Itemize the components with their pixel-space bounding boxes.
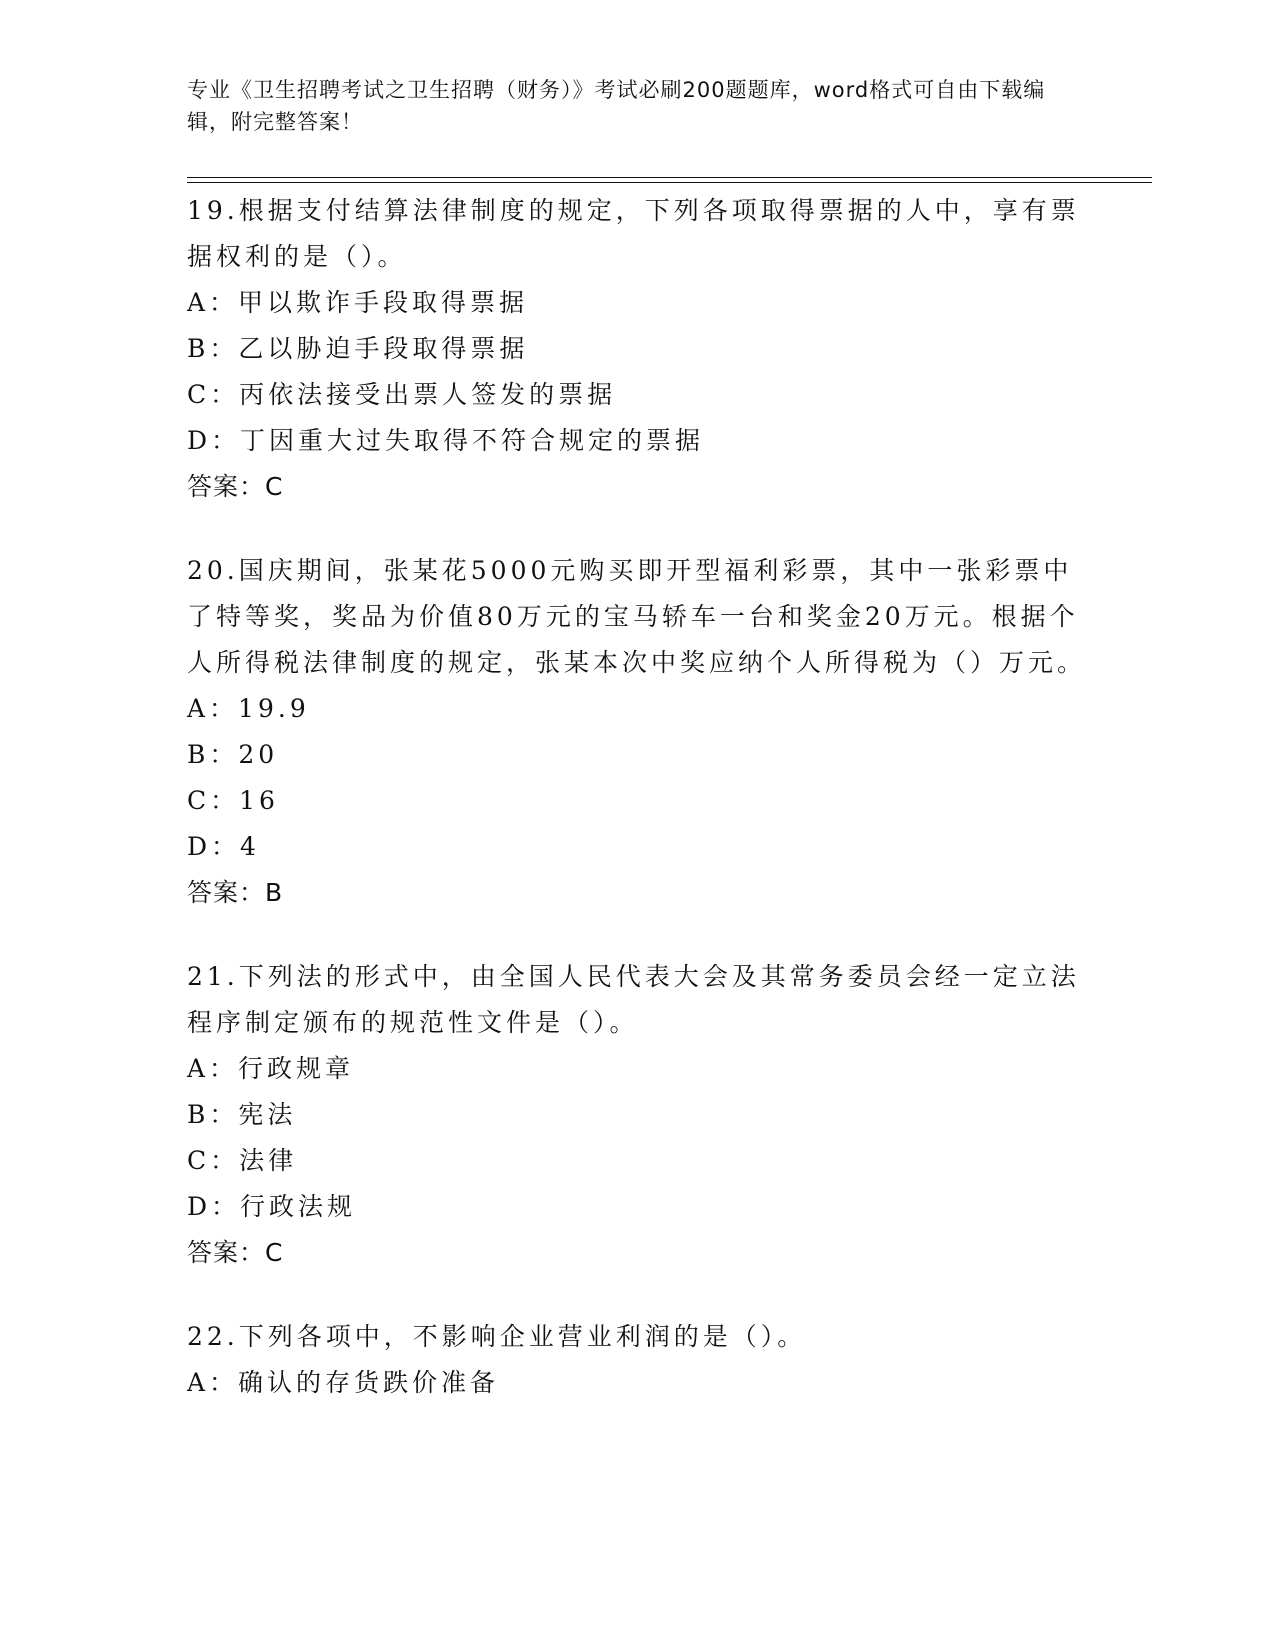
question-21 (187, 954, 1087, 1276)
option-d: D：丁因重大过失取得不符合规定的票据 (187, 426, 705, 455)
question-text: 22.下列各项中，不影响企业营业利润的是（）。 (187, 1322, 807, 1351)
question-20 (187, 548, 1087, 916)
question-text: 20.国庆期间，张某花5000元购买即开型福利彩票，其中一张彩票中了特等奖，奖品为价值80万元的宝马轿车一台和奖金20万元。根据个人所得税法律制度的规定，张某本次中奖应纳个人所得税为（）万元。 (187, 556, 1087, 677)
option-d: D：行政法规 (187, 1192, 357, 1221)
answer-line: 答案：C (187, 1238, 284, 1267)
question-text: 19.根据支付结算法律制度的规定，下列各项取得票据的人中，享有票据权利的是（）。 (187, 196, 1080, 271)
option-b: B：宪法 (187, 1100, 297, 1129)
question-text: 21.下列法的形式中，由全国人民代表大会及其常务委员会经一定立法程序制定颁布的规范性文件是（）。 (187, 962, 1080, 1037)
question-22 (187, 1314, 1087, 1406)
answer-line: 答案：B (187, 878, 284, 907)
option-c: C：丙依法接受出票人签发的票据 (187, 380, 617, 409)
option-c: C：16 (187, 786, 279, 815)
document-header: 专业《卫生招聘考试之卫生招聘（财务）》考试必刷200题题库，word格式可自由下载编辑，附完整答案！ (187, 78, 1046, 134)
question-19 (187, 188, 1087, 510)
option-b: B：乙以胁迫手段取得票据 (187, 334, 529, 363)
option-a: A：确认的存货跌价准备 (187, 1368, 500, 1397)
header-rule-bottom (187, 182, 1152, 183)
option-c: C：法律 (187, 1146, 298, 1175)
option-a: A：行政规章 (187, 1054, 355, 1083)
option-d: D：4 (187, 832, 260, 861)
answer-line: 答案：C (187, 472, 284, 501)
option-a: A：甲以欺诈手段取得票据 (187, 288, 529, 317)
header-rule-top (187, 177, 1152, 178)
option-a: A：19.9 (187, 694, 310, 723)
question-list (187, 188, 1087, 1444)
option-b: B：20 (187, 740, 279, 769)
